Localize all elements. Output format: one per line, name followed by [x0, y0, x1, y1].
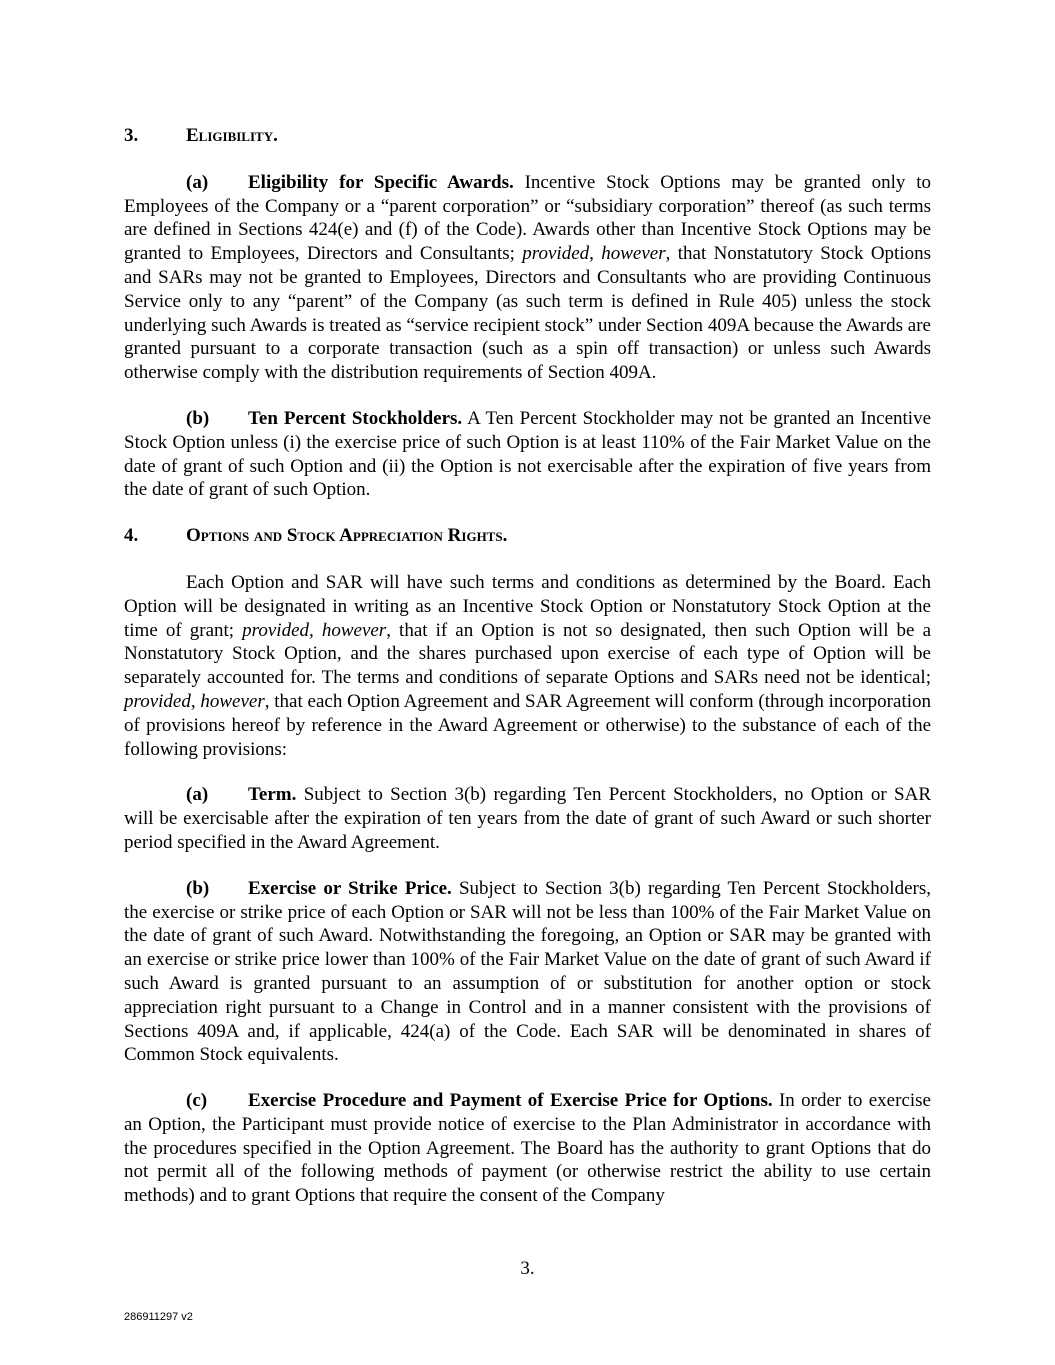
section-4-intro-italic1: provided, however: [242, 619, 387, 641]
section-4-heading: [124, 524, 931, 548]
section-4c-title: Exercise Procedure and Payment of Exercise Price for Options.: [248, 1090, 773, 1112]
section-3b-title: Ten Percent Stockholders.: [248, 407, 463, 429]
section-3a-label: (a): [186, 171, 209, 193]
section-3b-paragraph: [124, 407, 931, 502]
section-4a-title: Term.: [248, 784, 297, 806]
document-page: [124, 124, 931, 1230]
section-3-number: 3.: [124, 125, 139, 146]
section-4c-label: (c): [186, 1090, 208, 1112]
section-3a-text2: , that Nonstatutory Stock Options and SARs may not be granted to Employees, Directors and Consultants who are providing Continuous Service only to any “parent” of the Company (as such term is defined in Rule 405) unless the stock underlying such Awards is treated as “service recipient stock” under Section 409A because the Awards are granted pursuant to a corporate transaction (such as a spin off transaction) or unless such Awards otherwise comply with the distribution requirements of Section 409A.: [124, 243, 932, 384]
section-4-intro-text3: , that each Option Agreement and SAR Agreement will conform (through incorporation of provisions hereof by reference in the Award Agreement or otherwise) to the substance of each of the following provisions:: [124, 690, 931, 760]
section-4c-paragraph: [124, 1089, 931, 1208]
section-4a-text: Subject to Section 3(b) regarding Ten Percent Stockholders, no Option or SAR will be exercisable after the expiration of ten years from the date of grant of such Award or such shorter period specified in the Award Agreement.: [124, 784, 931, 853]
section-3-heading: [124, 124, 931, 148]
section-4c-text: In order to exercise an Option, the Participant must provide notice of exercise to the Plan Administrator in accordance with the procedures specified in the Option Agreement. The Board has the authority to grant Options that do not permit all of the following methods of payment (or otherwise restrict the ability to use certain methods) and to grant Options that require the consent of the Company: [124, 1090, 931, 1207]
section-4a-paragraph: [124, 783, 931, 854]
section-3-title: Eligibility.: [186, 125, 278, 146]
section-3b-label: (b): [186, 407, 210, 429]
page-number: 3.: [520, 1258, 535, 1279]
section-3b-text: A Ten Percent Stockholder may not be granted an Incentive Stock Option unless (i) the exercise price of such Option is at least 110% of the Fair Market Value on the date of grant of such Option and (ii) the Option is not exercisable after the expiration of five years from the date of grant of such Option.: [124, 407, 932, 501]
section-3a-title: Eligibility for Specific Awards.: [248, 171, 514, 193]
section-4-intro-italic2: provided, however: [124, 690, 265, 712]
section-3a-paragraph: [124, 171, 931, 385]
section-4a-label: (a): [186, 784, 209, 806]
section-4-intro-paragraph: [124, 571, 931, 761]
section-4-intro-text1: Each Option and SAR will have such terms and conditions as determined by the Board. Each Option will be designated in writing as an Incentive Stock Option or Nonstatutory Stock Option at the time of grant;: [124, 571, 931, 641]
section-4b-label: (b): [186, 877, 210, 899]
section-4b-title: Exercise or Strike Price.: [248, 877, 452, 899]
section-3a-italic: provided, however: [522, 243, 666, 265]
section-4-intro-text2: , that if an Option is not so designated, then such Option will be a Nonstatutory Stock Option, and the shares purchased upon exercise of each type of Option will be separately accounted for. The terms and conditions of separate Options and SARs need not be identical;: [124, 619, 932, 689]
section-4-number: 4.: [124, 525, 139, 547]
section-3a-text1: Incentive Stock Options may be granted only to Employees of the Company or a “parent corporation” or “subsidiary corporation” thereof (as such terms are defined in Sections 424(e) and (f) of the Code). Awards other than Incentive Stock Options may be granted to Employees, Directors and Consultants;: [124, 171, 931, 265]
section-4b-text: Subject to Section 3(b) regarding Ten Percent Stockholders, the exercise or strike price of each Option or SAR will not be less than 100% of the Fair Market Value on the date of grant of such Award. Notwithstanding the foregoing, an Option or SAR may be granted with an exercise or strike price lower than 100% of the Fair Market Value on the date of grant of such Award if such Award is granted pursuant to an assumption of or substitution for another option or stock appreciation right pursuant to a Change in Control and in a manner consistent with the provisions of Sections 409A and, if applicable, 424(a) of the Code. Each SAR will be denominated in shares of Common Stock equivalents.: [124, 877, 931, 1066]
section-4b-paragraph: [124, 877, 931, 1067]
document-id: 286911297 v2: [124, 1311, 193, 1323]
section-4-title: Options and Stock Appreciation Rights.: [186, 525, 508, 547]
